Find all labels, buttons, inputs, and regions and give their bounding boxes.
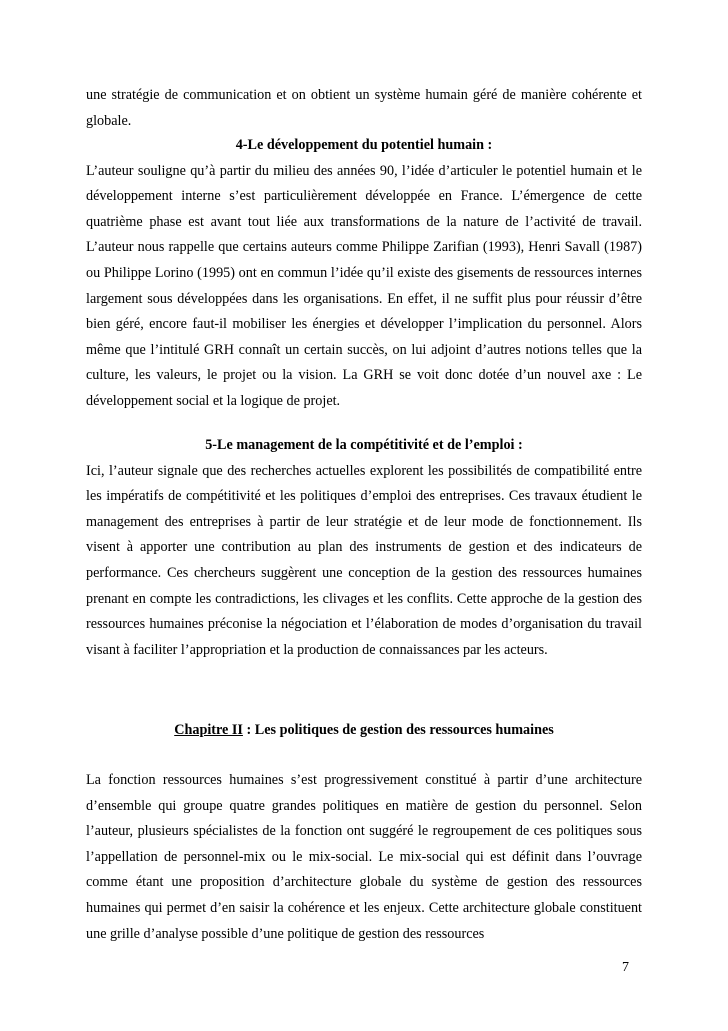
page-number: 7 xyxy=(622,960,629,975)
intro-block xyxy=(86,83,642,134)
chapter-body: La fonction ressources humaines s’est progressivement constitué à partir d’une architecture d’ensemble qui groupe quatre grandes politiques en matière de gestion du personnel. Selon l’auteur, plusieurs spécialistes de la fonction ont suggéré le regroupement de ces politiques sous l’appellation de personnel-mix ou le mix-social. Le mix-social qui est définit dans l’ouvrage comme étant une proposition d’architecture globale du système de gestion des ressources humaines qui permet d’en saisir la cohérence et les enjeux. Cette architecture globale constituent une grille d’analyse possible d’une politique de gestion des ressources xyxy=(86,772,642,942)
section-4 xyxy=(86,133,642,415)
chapter-body-block xyxy=(86,768,642,947)
section-4-heading: 4-Le développement du potentiel humain : xyxy=(235,137,493,153)
section-5-heading: 5-Le management de la compétitivité et de l’emploi : xyxy=(205,437,523,453)
chapter-title: : Les politiques de gestion des ressources humaines xyxy=(242,722,554,738)
section-4-body: L’auteur souligne qu’à partir du milieu des années 90, l’idée d’articuler le potentiel humain et le développement interne s’est particulièrement développée en France. L’émergence de cette quatrième phase est avant tout liée aux transformations de la nature de l’activité de travail. L’auteur nous rappelle que certains auteurs comme Philippe Zarifian (1993), Henri Savall (1987) ou Philippe Lorino (1995) ont en commun l’idée qu’il existe des gisements de ressources internes largement sous développées dans les organisations. En effet, il ne suffit plus pour réussir d’être bien géré, encore faut-il mobiliser les énergies et développer l’implication du personnel. Alors même que l’intitulé GRH connaît un certain succès, on lui adjoint d’autres notions telles que la culture, les valeurs, le projet ou la vision. La GRH se voit donc dotée d’un nouvel axe : Le développement social et la logique de projet. xyxy=(86,162,642,409)
intro-paragraph: une stratégie de communication et on obtient un système humain géré de manière cohérente et globale. xyxy=(86,87,642,129)
chapter-heading xyxy=(86,718,642,744)
chapter-label: Chapitre II xyxy=(174,722,243,738)
section-5-body: Ici, l’auteur signale que des recherches actuelles explorent les possibilités de compatibilité entre les impératifs de compétitivité et les politiques d’emploi des entreprises. Ces travaux étudient le management des entreprises à partir de leur stratégie et de leur mode de fonctionnement. Ils visent à apporter une contribution au plan des instruments de gestion et des indicateurs de performance. Ces chercheurs suggèrent une conception de la gestion des ressources humaines prenant en compte les contradictions, les clivages et les conflits. Cette approche de la gestion des ressources humaines préconise la négociation et l’élaboration de modes d’organisation du travail visant à faciliter l’appropriation et la production de connaissances par les acteurs. xyxy=(86,462,642,658)
section-5 xyxy=(86,433,642,663)
